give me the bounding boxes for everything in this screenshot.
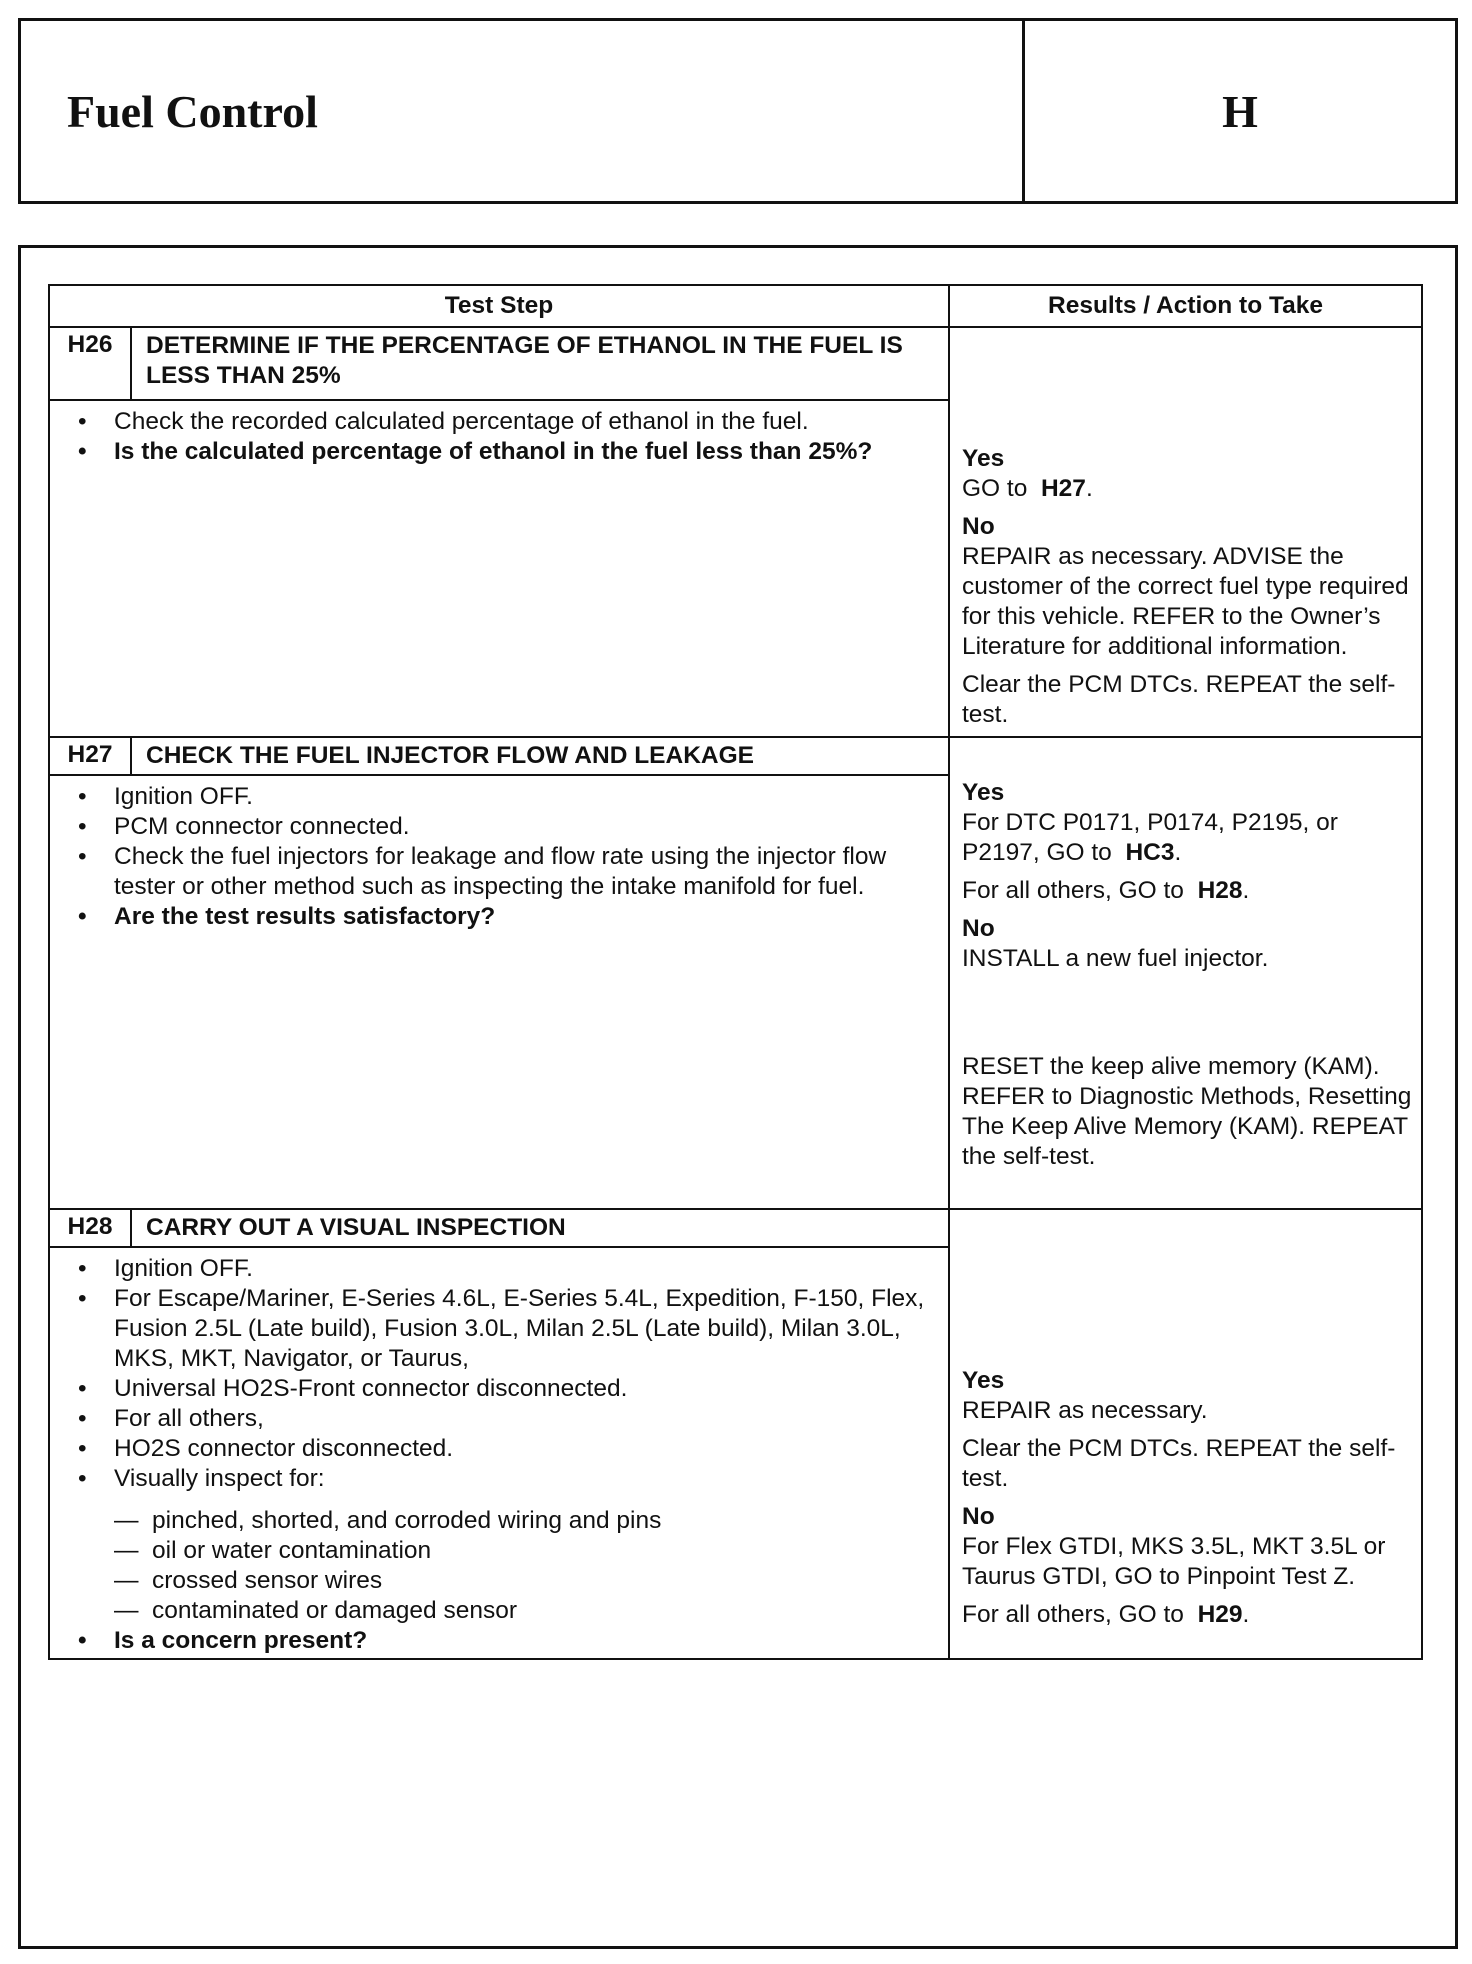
goto-ref-h29: H29 [1197,1601,1243,1628]
result-yes-text-2: Clear the PCM DTCs. REPEAT the self-test. [962,1435,1396,1492]
step-bullet: • Ignition OFF. [70,782,928,812]
page-title: Fuel Control [21,21,1025,201]
page-header [18,18,1458,204]
section-code: H [1222,85,1258,137]
result-no-text-2: Clear the PCM DTCs. REPEAT the self-test. [962,671,1396,728]
col-header-test-step: Test Step [49,285,949,327]
inspection-item: — contaminated or damaged sensor [114,1596,928,1626]
result-yes-text: GO to H27. [962,475,1093,502]
step-id-h26: H26 [49,327,131,400]
step-title-h27: CHECK THE FUEL INJECTOR FLOW AND LEAKAGE [131,737,949,775]
goto-ref-hc3: HC3 [1125,839,1175,866]
result-yes-label: Yes [962,1367,1005,1394]
step-results-h27 [949,737,1422,1209]
result-yes-text: For DTC P0171, P0174, P2195, or P2197, GO to HC3. [962,809,1338,866]
step-bullet: • HO2S connector disconnected. [70,1434,928,1464]
goto-ref-h27: H27 [1040,475,1086,502]
step-id-h28: H28 [49,1209,131,1247]
result-no-label: No [962,1503,995,1530]
step-body-h27 [49,775,949,1209]
step-title-h28: CARRY OUT A VISUAL INSPECTION [131,1209,949,1247]
result-no-label: No [962,915,995,942]
inspection-item: — crossed sensor wires [114,1566,928,1596]
step-title-row-h26 [49,327,1422,400]
step-id-h27: H27 [49,737,131,775]
result-no-text-2: For all others, GO to H29. [962,1601,1250,1628]
step-bullet: • PCM connector connected. [70,812,928,842]
step-title-h26: DETERMINE IF THE PERCENTAGE OF ETHANOL IN THE FUEL IS LESS THAN 25% [131,327,949,400]
step-question: • Is a concern present? [70,1626,928,1656]
result-no-text-2: RESET the keep alive memory (KAM). REFER to Diagnostic Methods, Resetting The Keep Alive Memory (KAM). REPEAT the self-test. [962,1053,1412,1170]
result-no-text: INSTALL a new fuel injector. [962,945,1269,972]
step-bullet: • Check the recorded calculated percentage of ethanol in the fuel. [70,407,928,437]
step-bullet: • Universal HO2S-Front connector disconnected. [70,1374,928,1404]
step-body-h28 [49,1247,949,1659]
step-bullet: • Visually inspect for: [70,1464,928,1494]
result-yes-label: Yes [962,445,1005,472]
step-question: • Is the calculated percentage of ethanol in the fuel less than 25%? [70,437,928,467]
step-title-row-h28 [49,1209,1422,1247]
step-title-row-h27 [49,737,1422,775]
table-header-row [49,285,1422,327]
result-yes-label: Yes [962,779,1005,806]
col-header-results: Results / Action to Take [949,285,1422,327]
result-yes-text: REPAIR as necessary. [962,1397,1208,1424]
result-yes-text-2: For all others, GO to H28. [962,877,1250,904]
goto-ref-h28: H28 [1197,877,1243,904]
step-results-h28 [949,1209,1422,1659]
step-results-h26 [949,327,1422,737]
step-bullet: • For all others, [70,1404,928,1434]
step-body-h26 [49,400,949,737]
step-question: • Are the test results satisfactory? [70,902,928,932]
step-bullet: • Ignition OFF. [70,1254,928,1284]
inspection-item: — pinched, shorted, and corroded wiring and pins [114,1506,928,1536]
step-bullet: • For Escape/Mariner, E-Series 4.6L, E-Series 5.4L, Expedition, F-150, Flex, Fusion 2.5L (Late build), Fusion 3.0L, Milan 2.5L (Late build), Milan 3.0L, MKS, MKT, Navigator, or Taurus, [70,1284,928,1374]
result-no-text: For Flex GTDI, MKS 3.5L, MKT 3.5L or Taurus GTDI, GO to Pinpoint Test Z. [962,1533,1386,1590]
inspection-item: — oil or water contamination [114,1536,928,1566]
result-no-label: No [962,513,995,540]
step-bullet: • Check the fuel injectors for leakage and flow rate using the injector flow tester or other method such as inspecting the intake manifold for fuel. [70,842,928,902]
result-no-text: REPAIR as necessary. ADVISE the customer of the correct fuel type required for this vehicle. REFER to the Owner’s Literature for additional information. [962,543,1409,660]
test-step-table [48,284,1423,1660]
